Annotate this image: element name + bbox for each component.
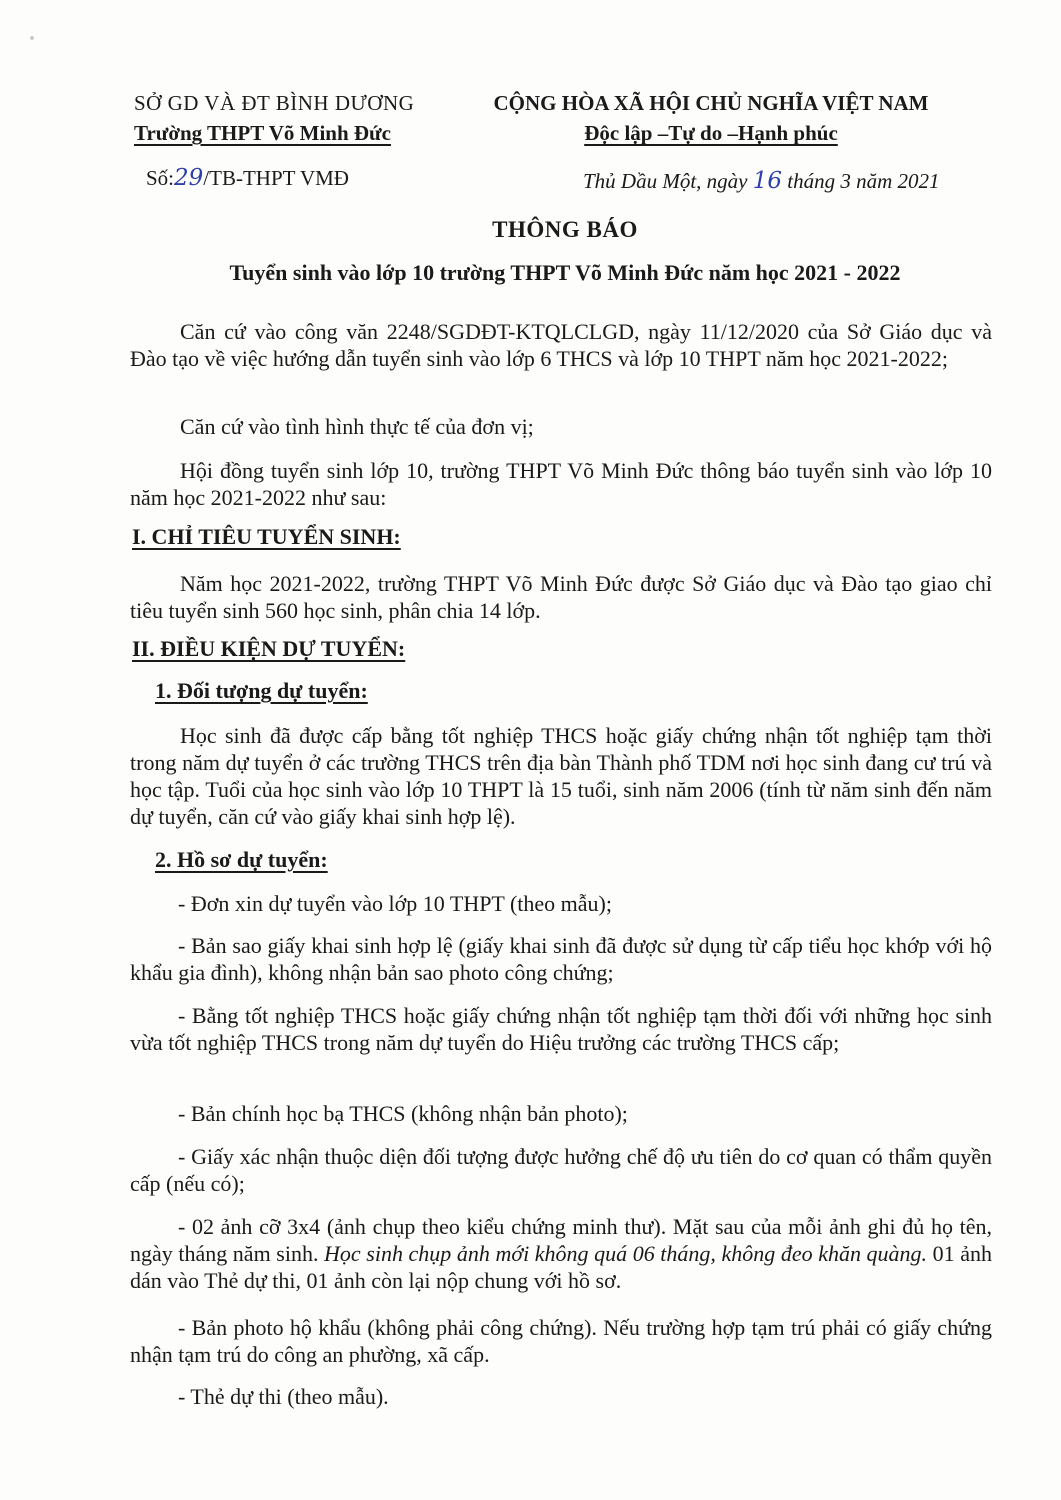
national-motto: Độc lập –Tự do –Hạnh phúc <box>584 121 838 145</box>
section-1-heading: I. CHỈ TIÊU TUYỂN SINH: <box>132 524 401 549</box>
subsection-2-heading: 2. Hồ sơ dự tuyển: <box>155 847 328 872</box>
dossier-item-4: - Bản chính học bạ THCS (không nhận bản photo); <box>178 1101 628 1126</box>
dossier-item-1: - Đơn xin dự tuyển vào lớp 10 THPT (theo mẫu); <box>178 891 612 916</box>
intro-paragraph-3: Hội đồng tuyển sinh lớp 10, trường THPT Võ Minh Đức thông báo tuyển sinh vào lớp 10 năm học 2021-2022 như sau: <box>130 458 992 510</box>
dossier-item-7: - Bản photo hộ khẩu (không phải công chứng). Nếu trường hợp tạm trú phải có giấy chứng nhận tạm trú do công an phường, xã cấp. <box>130 1315 992 1367</box>
document-subtitle: Tuyển sinh vào lớp 10 trường THPT Võ Minh Đức năm học 2021 - 2022 <box>229 260 901 285</box>
section-1-text: Năm học 2021-2022, trường THPT Võ Minh Đức được Sở Giáo dục và Đào tạo giao chỉ tiêu tuyển sinh 560 học sinh, phân chia 14 lớp. <box>130 571 992 623</box>
doc-number-prefix: Số: <box>146 166 175 190</box>
dossier-item-5: - Giấy xác nhận thuộc diện đối tượng được hưởng chế độ ưu tiên do cơ quan có thẩm quyền cấp (nếu có); <box>130 1144 992 1196</box>
agency-name: SỞ GD VÀ ĐT BÌNH DƯƠNG <box>134 91 415 115</box>
photo-item-text-1: - 02 ảnh cỡ 3x4 (ảnh chụp theo kiểu chứng minh thư). Mặt sau của mỗi ảnh ghi đủ họ tên, ngày tháng năm sinh. <box>130 1214 992 1266</box>
date-day-handwritten: 16 <box>752 168 783 194</box>
issuer-block <box>134 88 414 148</box>
subsection-1-heading: 1. Đối tượng dự tuyển: <box>155 678 368 703</box>
national-header <box>466 88 956 148</box>
doc-number-handwritten: 29 <box>174 165 204 191</box>
document-number <box>146 165 349 191</box>
dossier-item-6 <box>130 1213 992 1294</box>
dossier-item-3: - Bằng tốt nghiệp THCS hoặc giấy chứng nhận tốt nghiệp tạm thời đối với những học sinh vừa tốt nghiệp THCS trong năm dự tuyển do Hiệu trưởng các trường THCS cấp; <box>130 1003 992 1055</box>
date-suffix: tháng 3 năm 2021 <box>782 169 940 193</box>
dossier-item-8: - Thẻ dự thi (theo mẫu). <box>178 1384 389 1409</box>
section-2-heading: II. ĐIỀU KIỆN DỰ TUYỂN: <box>132 636 406 661</box>
doc-number-suffix: /TB-THPT VMĐ <box>203 166 349 190</box>
document-title: THÔNG BÁO <box>492 217 638 242</box>
subsection-1-text: Học sinh đã được cấp bằng tốt nghiệp THCS hoặc giấy chứng nhận tốt nghiệp tạm thời trong năm dự tuyển ở các trường THCS trên địa bàn Thành phố TDM nơi học sinh đang cư trú và học tập. Tuổi của học sinh vào lớp 10 THPT là 15 tuổi, sinh năm 2006 (tính từ năm sinh đến năm dự tuyển, căn cứ vào giấy khai sinh hợp lệ). <box>130 723 992 829</box>
intro-paragraph-1: Căn cứ vào công văn 2248/SGDĐT-KTQLCLGD, ngày 11/12/2020 của Sở Giáo dục và Đào tạo về việc hướng dẫn tuyển sinh vào lớp 6 THCS và lớp 10 THPT năm học 2021-2022; <box>130 319 992 371</box>
dossier-item-2: - Bản sao giấy khai sinh hợp lệ (giấy khai sinh đã được sử dụng từ cấp tiểu học khớp với hộ khẩu gia đình), không nhận bản sao photo công chứng; <box>130 933 992 985</box>
nation-name: CỘNG HÒA XÃ HỘI CHỦ NGHĨA VIỆT NAM <box>493 91 929 115</box>
date-prefix: Thủ Dầu Một, ngày <box>583 169 753 193</box>
intro-paragraph-2: Căn cứ vào tình hình thực tế của đơn vị; <box>180 414 534 439</box>
scan-speck <box>30 36 34 40</box>
photo-item-text-2: 01 ảnh dán vào Thẻ dự thi, 01 ảnh còn lại nộp chung với hồ sơ. <box>130 1241 992 1293</box>
date-line <box>583 168 940 194</box>
school-name: Trường THPT Võ Minh Đức <box>134 121 391 145</box>
photo-item-italic-note: Học sinh chụp ảnh mới không quá 06 tháng, không đeo khăn quàng. <box>324 1241 928 1266</box>
